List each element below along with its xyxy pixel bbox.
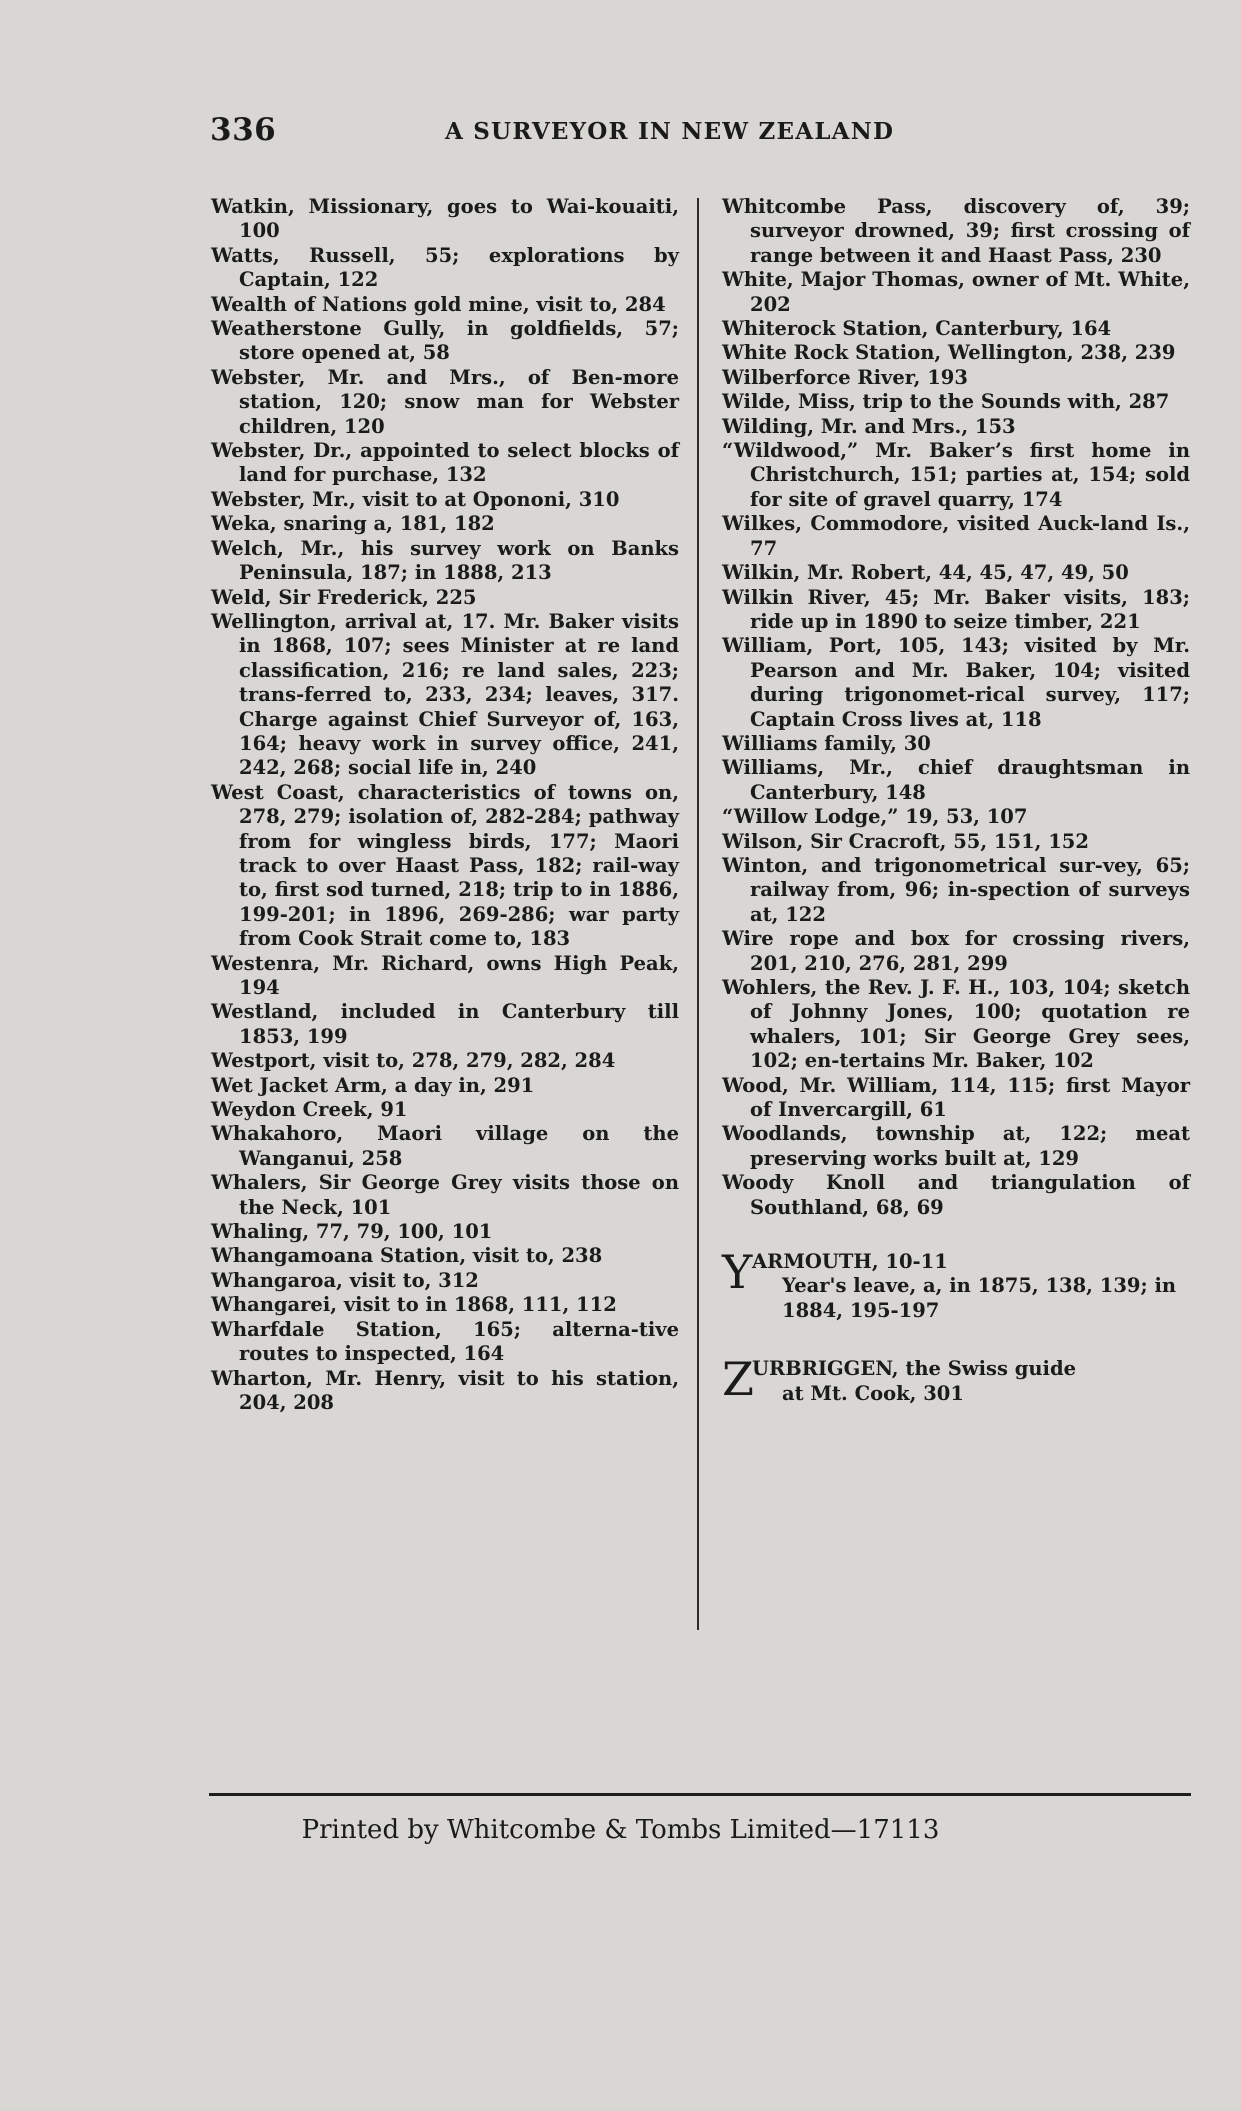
index-entry: Webster, Mr., visit to at Opononi, 310 <box>211 487 620 511</box>
section-y-entry <box>722 1245 1190 1323</box>
index-entry: Whakahoro, Maori village on the Wanganui, 258 <box>211 1122 679 1170</box>
index-entry: Watts, Russell, 55; explorations by Captain, 122 <box>211 243 679 292</box>
index-entry: Wellington, arrival at, 17. Mr. Baker visits in 1868, 107; sees Minister at re land classification, 216; re land sales, 223; trans-ferred to, 233, 234; leaves, 317. Charge against Chief Surveyor of, 163, 164; heavy work in survey office, 241, 242, 268; social life in, 240 <box>211 609 679 780</box>
page-number: 336 <box>210 112 277 148</box>
index-entry: Woody Knoll and triangulation of Southland, 68, 69 <box>722 1171 1190 1219</box>
index-entry: Whangamoana Station, visit to, 238 <box>211 1244 603 1268</box>
index-entry: Wharfdale Station, 165; alterna-tive routes to inspected, 164 <box>211 1317 679 1366</box>
index-entry: West Coast, characteristics of towns on, 278, 279; isolation of, 282-284; pathway from for wingless birds, 177; Maori track to over Haast Pass, 182; rail-way to, first sod turned, 218; trip to in 1886, 199-201; in 1896, 269-286; war party from Cook Strait come to, 183 <box>211 780 679 951</box>
printer-imprint: Printed by Whitcombe & Tombs Limited—17113 <box>301 1815 940 1845</box>
index-entry: Wet Jacket Arm, a day in, 291 <box>211 1073 535 1097</box>
index-entry: Wilson, Sir Cracroft, 55, 151, 152 <box>722 829 1089 853</box>
index-entry: Westland, included in Canterbury till 1853, 199 <box>211 1000 679 1048</box>
index-entry: Whaling, 77, 79, 100, 101 <box>211 1220 493 1244</box>
index-entry: Whangaroa, visit to, 312 <box>211 1268 479 1292</box>
index-entry: Wealth of Nations gold mine, visit to, 284 <box>211 292 666 316</box>
index-entry: Wharton, Mr. Henry, visit to his station, 204, 208 <box>211 1366 679 1414</box>
index-entry: Wilding, Mr. and Mrs., 153 <box>722 414 1016 438</box>
index-entry: Wohlers, the Rev. J. F. H., 103, 104; sketch of Johnny Jones, 100; quotation re whalers, 101; Sir George Grey sees, 102; en-tertains Mr. Baker, 102 <box>722 976 1190 1073</box>
section-z-subentry: at Mt. Cook, 301 <box>782 1381 964 1405</box>
section-z-entry <box>722 1352 1190 1407</box>
index-entry: Westport, visit to, 278, 279, 282, 284 <box>211 1049 616 1073</box>
dropcap-z: Z <box>722 1352 754 1407</box>
index-entry: Williams, Mr., chief draughtsman in Canterbury, 148 <box>722 756 1190 804</box>
index-entry: White Rock Station, Wellington, 238, 239 <box>722 341 1176 365</box>
footer-rule <box>209 1793 1191 1796</box>
index-entry: Weka, snaring a, 181, 182 <box>211 512 495 536</box>
index-entry: “Wildwood,” Mr. Baker’s first home in Christchurch, 151; parties at, 154; sold for site of gravel quarry, 174 <box>722 439 1190 511</box>
index-entry: Westenra, Mr. Richard, owns High Peak, 194 <box>211 951 679 999</box>
section-z-headword: URBRIGGEN, the Swiss guide <box>752 1357 1077 1381</box>
index-entry: White, Major Thomas, owner of Mt. White, 202 <box>722 268 1190 316</box>
index-entry: “Willow Lodge,” 19, 53, 107 <box>722 805 1028 829</box>
index-entry: Weydon Creek, 91 <box>211 1098 408 1122</box>
index-entry: Williams family, 30 <box>722 731 931 755</box>
running-title: A SURVEYOR IN NEW ZEALAND <box>445 118 895 145</box>
column-divider <box>697 198 699 1630</box>
index-entry: Wire rope and box for crossing rivers, 201, 210, 276, 281, 299 <box>722 927 1190 975</box>
index-entry: Webster, Mr. and Mrs., of Ben-more station, 120; snow man for Webster children, 120 <box>211 365 679 438</box>
index-entry: Winton, and trigonometrical sur-vey, 65; railway from, 96; in-spection of surveys at, 122 <box>722 853 1190 926</box>
index-entry: Weld, Sir Frederick, 225 <box>211 585 477 609</box>
index-entry: Woodlands, township at, 122; meat preserving works built at, 129 <box>722 1122 1190 1170</box>
index-column-left <box>211 195 679 1415</box>
index-entry: Wood, Mr. William, 114, 115; first Mayor of Invercargill, 61 <box>722 1073 1190 1122</box>
index-entry: Whalers, Sir George Grey visits those on the Neck, 101 <box>211 1171 679 1219</box>
index-entry: Webster, Dr., appointed to select blocks of land for purchase, 132 <box>211 439 679 487</box>
page-header <box>210 112 970 152</box>
section-y-headword: ARMOUTH, 10-11 <box>752 1250 948 1274</box>
section-gap <box>722 1323 1190 1357</box>
index-entry: Whangarei, visit to in 1868, 111, 112 <box>211 1293 617 1317</box>
index-column-right <box>722 195 1190 1406</box>
index-entry: Weatherstone Gully, in goldfields, 57; store opened at, 58 <box>211 317 679 365</box>
index-entry: Wilde, Miss, trip to the Sounds with, 287 <box>722 390 1170 414</box>
index-entry: Wilberforce River, 193 <box>722 365 968 389</box>
index-entry: Welch, Mr., his survey work on Banks Peninsula, 187; in 1888, 213 <box>211 536 679 585</box>
index-entry: Whitcombe Pass, discovery of, 39; surveyor drowned, 39; first crossing of range between it and Haast Pass, 230 <box>722 195 1190 267</box>
section-gap <box>722 1220 1190 1250</box>
section-y-subentry: Year's leave, a, in 1875, 138, 139; in 1884, 195-197 <box>782 1274 1177 1322</box>
index-entry: Whiterock Station, Canterbury, 164 <box>722 317 1112 341</box>
index-entry: Wilkin, Mr. Robert, 44, 45, 47, 49, 50 <box>722 561 1129 585</box>
index-entry: Wilkin River, 45; Mr. Baker visits, 183; ride up in 1890 to seize timber, 221 <box>722 585 1190 633</box>
dropcap-y: Y <box>722 1245 753 1300</box>
index-entry: Wilkes, Commodore, visited Auck-land Is., 77 <box>722 512 1190 560</box>
index-entry: William, Port, 105, 143; visited by Mr. Pearson and Mr. Baker, 104; visited during trigonomet-rical survey, 117; Captain Cross lives at, 118 <box>722 634 1190 731</box>
index-entry: Watkin, Missionary, goes to Wai-kouaiti, 100 <box>211 195 679 243</box>
